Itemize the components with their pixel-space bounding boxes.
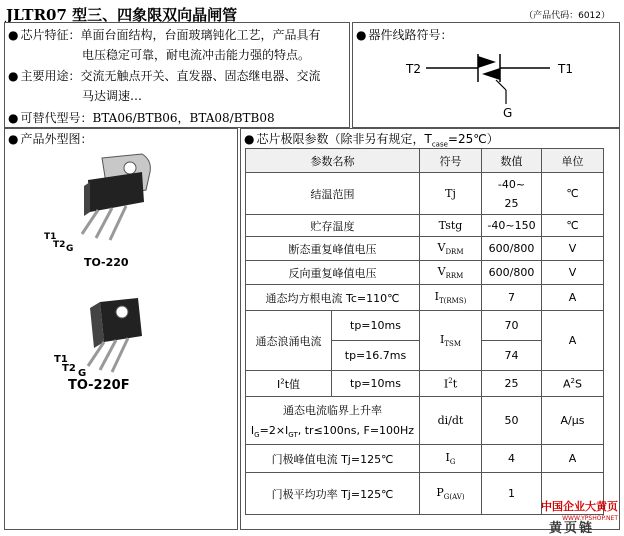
use-text-1: 交流无触点开关、直发器、固态继电器、交流 bbox=[80, 69, 321, 83]
symbol-t2-label: T2 bbox=[406, 62, 421, 76]
table-header-row bbox=[246, 149, 604, 173]
params-table bbox=[245, 148, 604, 515]
symbol-sub: G(AV) bbox=[443, 493, 465, 502]
row-unit: A bbox=[542, 445, 604, 473]
table-row bbox=[246, 215, 604, 237]
symbol-sub: T(RMS) bbox=[438, 297, 467, 306]
package-label: ● 产品外型图： bbox=[8, 132, 93, 146]
value-bottom: 25 bbox=[504, 196, 519, 210]
row-name: 结温范围 bbox=[246, 173, 420, 215]
symbol-g-label: G bbox=[503, 106, 513, 120]
table-row bbox=[246, 445, 604, 473]
to220-pin-t2: T2 bbox=[53, 240, 66, 250]
symbol-sub: TSM bbox=[444, 340, 461, 349]
row-value: 50 bbox=[482, 397, 542, 445]
table-row bbox=[246, 173, 604, 215]
features-label: ● 芯片特征： bbox=[8, 28, 81, 42]
name-sup: 2 bbox=[280, 376, 285, 385]
table-row bbox=[246, 371, 604, 397]
unit-sup: 2 bbox=[570, 376, 575, 385]
row-unit: ℃ bbox=[542, 215, 604, 237]
row-name: 反向重复峰值电压 bbox=[246, 261, 420, 285]
symbol-sub: G bbox=[449, 458, 456, 467]
alt-line bbox=[8, 109, 275, 126]
row-name: 门极峰值电流 Tj=125℃ bbox=[246, 445, 420, 473]
use-label: ● 主要用途： bbox=[8, 69, 81, 83]
to220f-pin-g: G bbox=[78, 368, 87, 379]
name-line-2-a: I bbox=[250, 423, 255, 437]
features-text-1: 单面台面结构，台面玻璃钝化工艺，产品具有 bbox=[80, 28, 321, 42]
to220f-pin-t1: T1 bbox=[54, 354, 68, 365]
row-value: 70 bbox=[482, 311, 542, 341]
header-symbol: 符号 bbox=[420, 149, 482, 173]
row-name: 断态重复峰值电压 bbox=[246, 237, 420, 261]
name-line-1: 通态电流临界上升率 bbox=[283, 403, 382, 417]
watermark-url: WWW.YPSHOP.NET bbox=[562, 515, 618, 522]
name-line-2-c: , tr≤100ns, F=100Hz bbox=[297, 423, 415, 437]
to220f-pin-t2: T2 bbox=[62, 363, 76, 374]
header-unit: 单位 bbox=[542, 149, 604, 173]
watermark-title: 中国企业大黄页 bbox=[541, 500, 618, 513]
table-row bbox=[246, 311, 604, 341]
row-condition: tp=10ms bbox=[332, 371, 420, 397]
to220-pin-g: G bbox=[66, 244, 74, 254]
row-name: 通态浪涌电流 bbox=[246, 311, 332, 371]
row-value: -40~150 bbox=[482, 215, 542, 237]
header-value: 数值 bbox=[482, 149, 542, 173]
table-row bbox=[246, 285, 604, 311]
row-symbol bbox=[420, 473, 482, 515]
features-text-2: 电压稳定可靠，耐电流冲击能力强的特点。 bbox=[82, 48, 311, 62]
alt-label: ● 可替代型号： bbox=[8, 111, 93, 125]
to220-pin-t1: T1 bbox=[44, 232, 57, 242]
row-unit: ℃ bbox=[542, 173, 604, 215]
to220-image bbox=[60, 150, 170, 250]
params-label-suffix: =25℃） bbox=[447, 132, 499, 146]
symbol-main: I bbox=[440, 332, 445, 346]
name-line-2-b: =2×I bbox=[259, 423, 289, 437]
unit-main: A bbox=[563, 377, 571, 391]
symbol-label: ● 器件线路符号： bbox=[356, 28, 453, 42]
row-value: 600/800 bbox=[482, 237, 542, 261]
symbol-main: V bbox=[437, 264, 446, 278]
row-symbol bbox=[420, 371, 482, 397]
row-symbol: Tstg bbox=[420, 215, 482, 237]
row-name: 门极平均功率 Tj=125℃ bbox=[246, 473, 420, 515]
row-value: 25 bbox=[482, 371, 542, 397]
table-row bbox=[246, 237, 604, 261]
row-unit: A bbox=[542, 285, 604, 311]
to220f-label: TO-220F bbox=[68, 378, 130, 393]
symbol-t1-label: T1 bbox=[558, 62, 573, 76]
row-name bbox=[246, 371, 332, 397]
product-code: （产品代码：6012） bbox=[524, 11, 610, 21]
row-value: 600/800 bbox=[482, 261, 542, 285]
to220f-image bbox=[60, 296, 170, 376]
row-unit: V bbox=[542, 261, 604, 285]
symbol-main: P bbox=[436, 485, 444, 499]
name-line-2-sub2: GT bbox=[288, 431, 298, 440]
name-line-2 bbox=[248, 424, 417, 439]
value-top: -40~ bbox=[497, 177, 526, 191]
row-value: 7 bbox=[482, 285, 542, 311]
params-label-sub: case bbox=[431, 140, 448, 149]
feature-line-1 bbox=[8, 26, 321, 43]
row-symbol bbox=[420, 261, 482, 285]
row-symbol: di/dt bbox=[420, 397, 482, 445]
row-symbol: Tj bbox=[420, 173, 482, 215]
unit-rest: S bbox=[575, 377, 582, 391]
symbol-main: I bbox=[434, 289, 439, 303]
to220-label: TO-220 bbox=[84, 256, 129, 269]
row-unit: V bbox=[542, 237, 604, 261]
params-label-line bbox=[244, 130, 499, 148]
symbol-sub: DRM bbox=[445, 248, 464, 257]
row-condition: tp=10ms bbox=[332, 311, 420, 341]
table-row bbox=[246, 397, 604, 445]
row-value: 4 bbox=[482, 445, 542, 473]
name-line-2-sub: G bbox=[254, 431, 260, 440]
alt-value: BTA06/BTB06，BTA08/BTB08 bbox=[92, 111, 275, 125]
row-value bbox=[482, 173, 542, 215]
page-title: JLTR07 型三、四象限双向晶闸管 bbox=[6, 6, 238, 24]
table-row bbox=[246, 261, 604, 285]
row-value: 1 bbox=[482, 473, 542, 515]
symbol-main: I bbox=[445, 450, 450, 464]
name-rest: t值 bbox=[284, 377, 301, 391]
row-name: 贮存温度 bbox=[246, 215, 420, 237]
symbol-main: V bbox=[437, 240, 446, 254]
symbol-main: I bbox=[443, 377, 449, 391]
name-main: I bbox=[276, 377, 281, 391]
row-unit bbox=[542, 371, 604, 397]
row-unit: A bbox=[542, 311, 604, 371]
row-symbol bbox=[420, 445, 482, 473]
use-line-1 bbox=[8, 67, 321, 84]
triac-symbol bbox=[400, 50, 580, 122]
row-condition: tp=16.7ms bbox=[332, 341, 420, 371]
use-text-2: 马达调速… bbox=[82, 89, 143, 103]
symbol-label-line bbox=[356, 26, 453, 43]
symbol-rest: t bbox=[452, 377, 458, 391]
params-label: ● 芯片极限参数（除非另有规定，T bbox=[244, 132, 432, 146]
watermark-logo: 黄页链 bbox=[548, 521, 594, 536]
row-name bbox=[246, 397, 420, 445]
row-name: 通态均方根电流 Tc=110℃ bbox=[246, 285, 420, 311]
row-symbol bbox=[420, 311, 482, 371]
row-value: 74 bbox=[482, 341, 542, 371]
symbol-sub: RRM bbox=[445, 272, 464, 281]
row-symbol bbox=[420, 237, 482, 261]
package-label-line bbox=[8, 130, 93, 147]
symbol-sup: 2 bbox=[448, 376, 453, 385]
row-unit: A/μs bbox=[542, 397, 604, 445]
row-symbol bbox=[420, 285, 482, 311]
header-name: 参数名称 bbox=[246, 149, 420, 173]
